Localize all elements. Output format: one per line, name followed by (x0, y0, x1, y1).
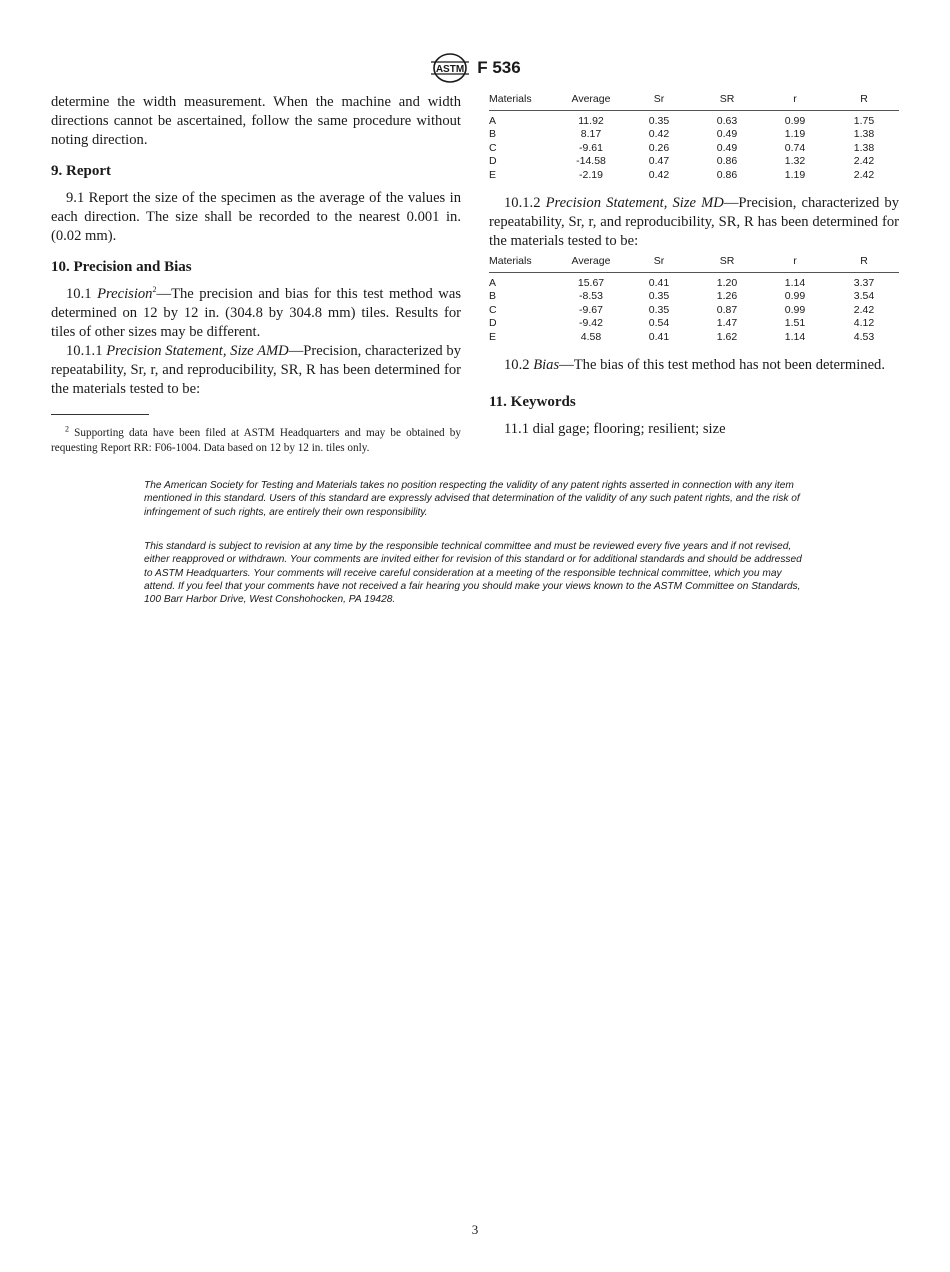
table-cell: 1.38 (853, 128, 875, 140)
para-term: Precision Statement, Size AMD (106, 343, 289, 359)
table-cell: 0.41 (648, 330, 670, 343)
table-cell: B (489, 290, 497, 302)
para-term: Precision (97, 286, 153, 302)
table-row (489, 128, 899, 142)
footnote-rule (51, 414, 149, 415)
table-cell: 1.26 (716, 290, 738, 302)
table-row (489, 142, 899, 156)
para-number: 10.1.2 (504, 195, 546, 211)
table-cell: C (489, 141, 497, 154)
column-header: R (829, 255, 899, 272)
table-cell: 1.38 (853, 141, 875, 154)
table-cell: 2.42 (853, 303, 875, 316)
footnote-ref: 2 (152, 285, 157, 295)
table-cell: 0.86 (716, 168, 738, 181)
table-cell: 8.17 (580, 128, 602, 140)
para-text: —Precision, characterized by repeatability, Sr, r, and reproducibility, SR, R has been determined for the materials tested to be: (489, 195, 899, 249)
para-text: —The bias of this test method has not been determined. (559, 357, 885, 373)
table-cell: 1.14 (784, 276, 806, 289)
column-header: r (761, 93, 829, 110)
table-cell: 11.92 (578, 114, 604, 127)
table-cell: 2.42 (853, 168, 875, 181)
table-cell: 0.35 (648, 303, 670, 316)
table-cell: 1.14 (784, 330, 806, 343)
table-cell: 15.67 (577, 276, 605, 289)
table-cell: 0.86 (716, 155, 738, 167)
table-cell: 0.35 (648, 114, 670, 127)
column-header: Materials (489, 93, 557, 110)
table-cell: -9.67 (579, 303, 603, 316)
table-cell: 1.19 (784, 128, 806, 140)
para-term: Bias (533, 357, 560, 373)
patent-disclaimer: The American Society for Testing and Materials takes no position respecting the validity of any patent rights asserted in connection with any item mentioned in this standard. Users of this standard are expressly advised that determination of the validity of any such patent rights, and the risk of infringement of such rights, are entirely their own responsibility. (144, 480, 800, 518)
astm-logo (429, 52, 471, 84)
table-cell: 1.32 (784, 155, 806, 167)
table-cell: 4.58 (580, 330, 602, 343)
column-header: SR (693, 93, 761, 110)
table-header-row (489, 93, 899, 110)
footnote-number: 2 (65, 424, 69, 434)
table-row (489, 304, 899, 318)
column-header: R (829, 93, 899, 110)
table-cell: 1.19 (784, 168, 806, 181)
table-cell: 1.20 (716, 276, 738, 289)
table-cell: 1.62 (716, 330, 738, 343)
column-header: SR (693, 255, 761, 272)
paragraph-10-2 (489, 356, 899, 375)
table-cell: C (489, 303, 497, 316)
table-cell: -9.61 (579, 141, 603, 154)
table-cell: 4.53 (853, 330, 875, 343)
table-cell: 4.12 (853, 317, 875, 329)
table-cell: 0.74 (784, 141, 806, 154)
table-cell: 0.26 (648, 141, 670, 154)
table-row (489, 155, 899, 169)
precision-table-amd (489, 93, 899, 182)
section-10-heading: 10. Precision and Bias (51, 259, 192, 275)
left-column (51, 93, 461, 399)
column-header: r (761, 255, 829, 272)
table-cell: 1.47 (716, 317, 738, 329)
table-row (489, 272, 899, 290)
continued-paragraph: determine the width measurement. When the machine and width directions cannot be ascertained, follow the same procedure without noting direction. (51, 94, 461, 148)
table-row (489, 110, 899, 128)
table-cell: 0.87 (716, 303, 738, 316)
paragraph-9-1: 9.1 Report the size of the specimen as the average of the values in each direction. The size shall be recorded to the nearest 0.001 in. (0.02 mm). (51, 190, 461, 244)
paragraph-10-1 (51, 285, 461, 342)
column-header: Materials (489, 255, 557, 272)
table-cell: D (489, 317, 497, 329)
table-cell: E (489, 330, 497, 343)
table-cell: 0.99 (784, 114, 806, 127)
para-text: —Precision, characterized by repeatability, Sr, r, and reproducibility, SR, R has been determined for the materials tested to be: (51, 343, 461, 397)
table-cell: 3.54 (853, 290, 875, 302)
footnote (51, 426, 461, 456)
para-term: Precision Statement, Size MD (545, 195, 724, 211)
table-cell: 0.49 (716, 128, 738, 140)
table-cell: -9.42 (579, 317, 603, 329)
table-cell: 0.99 (784, 303, 806, 316)
table-cell: -2.19 (579, 168, 603, 181)
table-cell: A (489, 114, 497, 127)
column-header: Average (557, 255, 625, 272)
footnote-text: Supporting data have been filed at ASTM Headquarters and may be obtained by requesting Report RR: F06-1004. Data based on 12 by 12 in. tiles only. (51, 427, 461, 454)
para-text: —The precision and bias for this test method was determined on 12 by 12 in. (304.8 by 304.8 mm) tiles. Results for tiles of other sizes may be different. (51, 286, 462, 340)
table-cell: A (489, 276, 497, 289)
table-cell: 0.63 (716, 114, 738, 127)
table-cell: 0.49 (716, 141, 738, 154)
para-number: 10.1.1 (66, 343, 107, 359)
page-header (0, 52, 950, 84)
page-number: 3 (471, 1222, 479, 1237)
revision-notice: This standard is subject to revision at any time by the responsible technical committee and must be reviewed every five years and if not revised, either reapproved or withdrawn. Your comments are invited either for revision of this standard or for additional standards and should be addressed to ASTM Headquarters. Your comments will receive careful consideration at a meeting of the responsible technical committee, which you may attend. If you feel that your comments have not received a fair hearing you should make your views known to the ASTM Committee on Standards, 100 Barr Harbor Drive, West Conshohocken, PA 19428. (144, 541, 802, 606)
table-cell: 1.75 (853, 114, 875, 127)
column-header: Average (557, 93, 625, 110)
paragraph-10-1-1 (51, 342, 461, 399)
table-cell: -8.53 (579, 290, 603, 302)
table-cell: 0.42 (648, 168, 670, 181)
table-header-row (489, 255, 899, 272)
table-cell: 2.42 (853, 155, 875, 167)
para-number: 10.1 (66, 286, 98, 302)
column-header: Sr (625, 93, 693, 110)
table-row (489, 169, 899, 183)
table-cell: 3.37 (853, 276, 875, 289)
table-cell: -14.58 (576, 155, 606, 167)
table-cell: D (489, 155, 497, 167)
table-cell: 0.99 (784, 290, 806, 302)
precision-table-md (489, 255, 899, 344)
column-header: Sr (625, 255, 693, 272)
table-cell: 0.47 (648, 155, 670, 167)
paragraph-10-1-2 (489, 194, 899, 251)
right-column (489, 93, 899, 439)
table-row (489, 290, 899, 304)
table-cell: 0.42 (648, 128, 670, 140)
standard-designation: F 536 (477, 58, 521, 77)
table-row (489, 331, 899, 345)
table-cell: 1.51 (784, 317, 806, 329)
section-9-heading: 9. Report (51, 163, 111, 179)
table-cell: 0.35 (648, 290, 670, 302)
table-row (489, 317, 899, 331)
logo-text: ASTM (436, 64, 465, 75)
para-number: 10.2 (504, 357, 534, 373)
table-cell: 0.54 (648, 317, 670, 329)
table-cell: B (489, 128, 497, 140)
paragraph-11-1: 11.1 dial gage; flooring; resilient; size (504, 421, 726, 437)
section-11-heading: 11. Keywords (489, 394, 576, 410)
table-cell: E (489, 168, 497, 181)
table-cell: 0.41 (648, 276, 670, 289)
